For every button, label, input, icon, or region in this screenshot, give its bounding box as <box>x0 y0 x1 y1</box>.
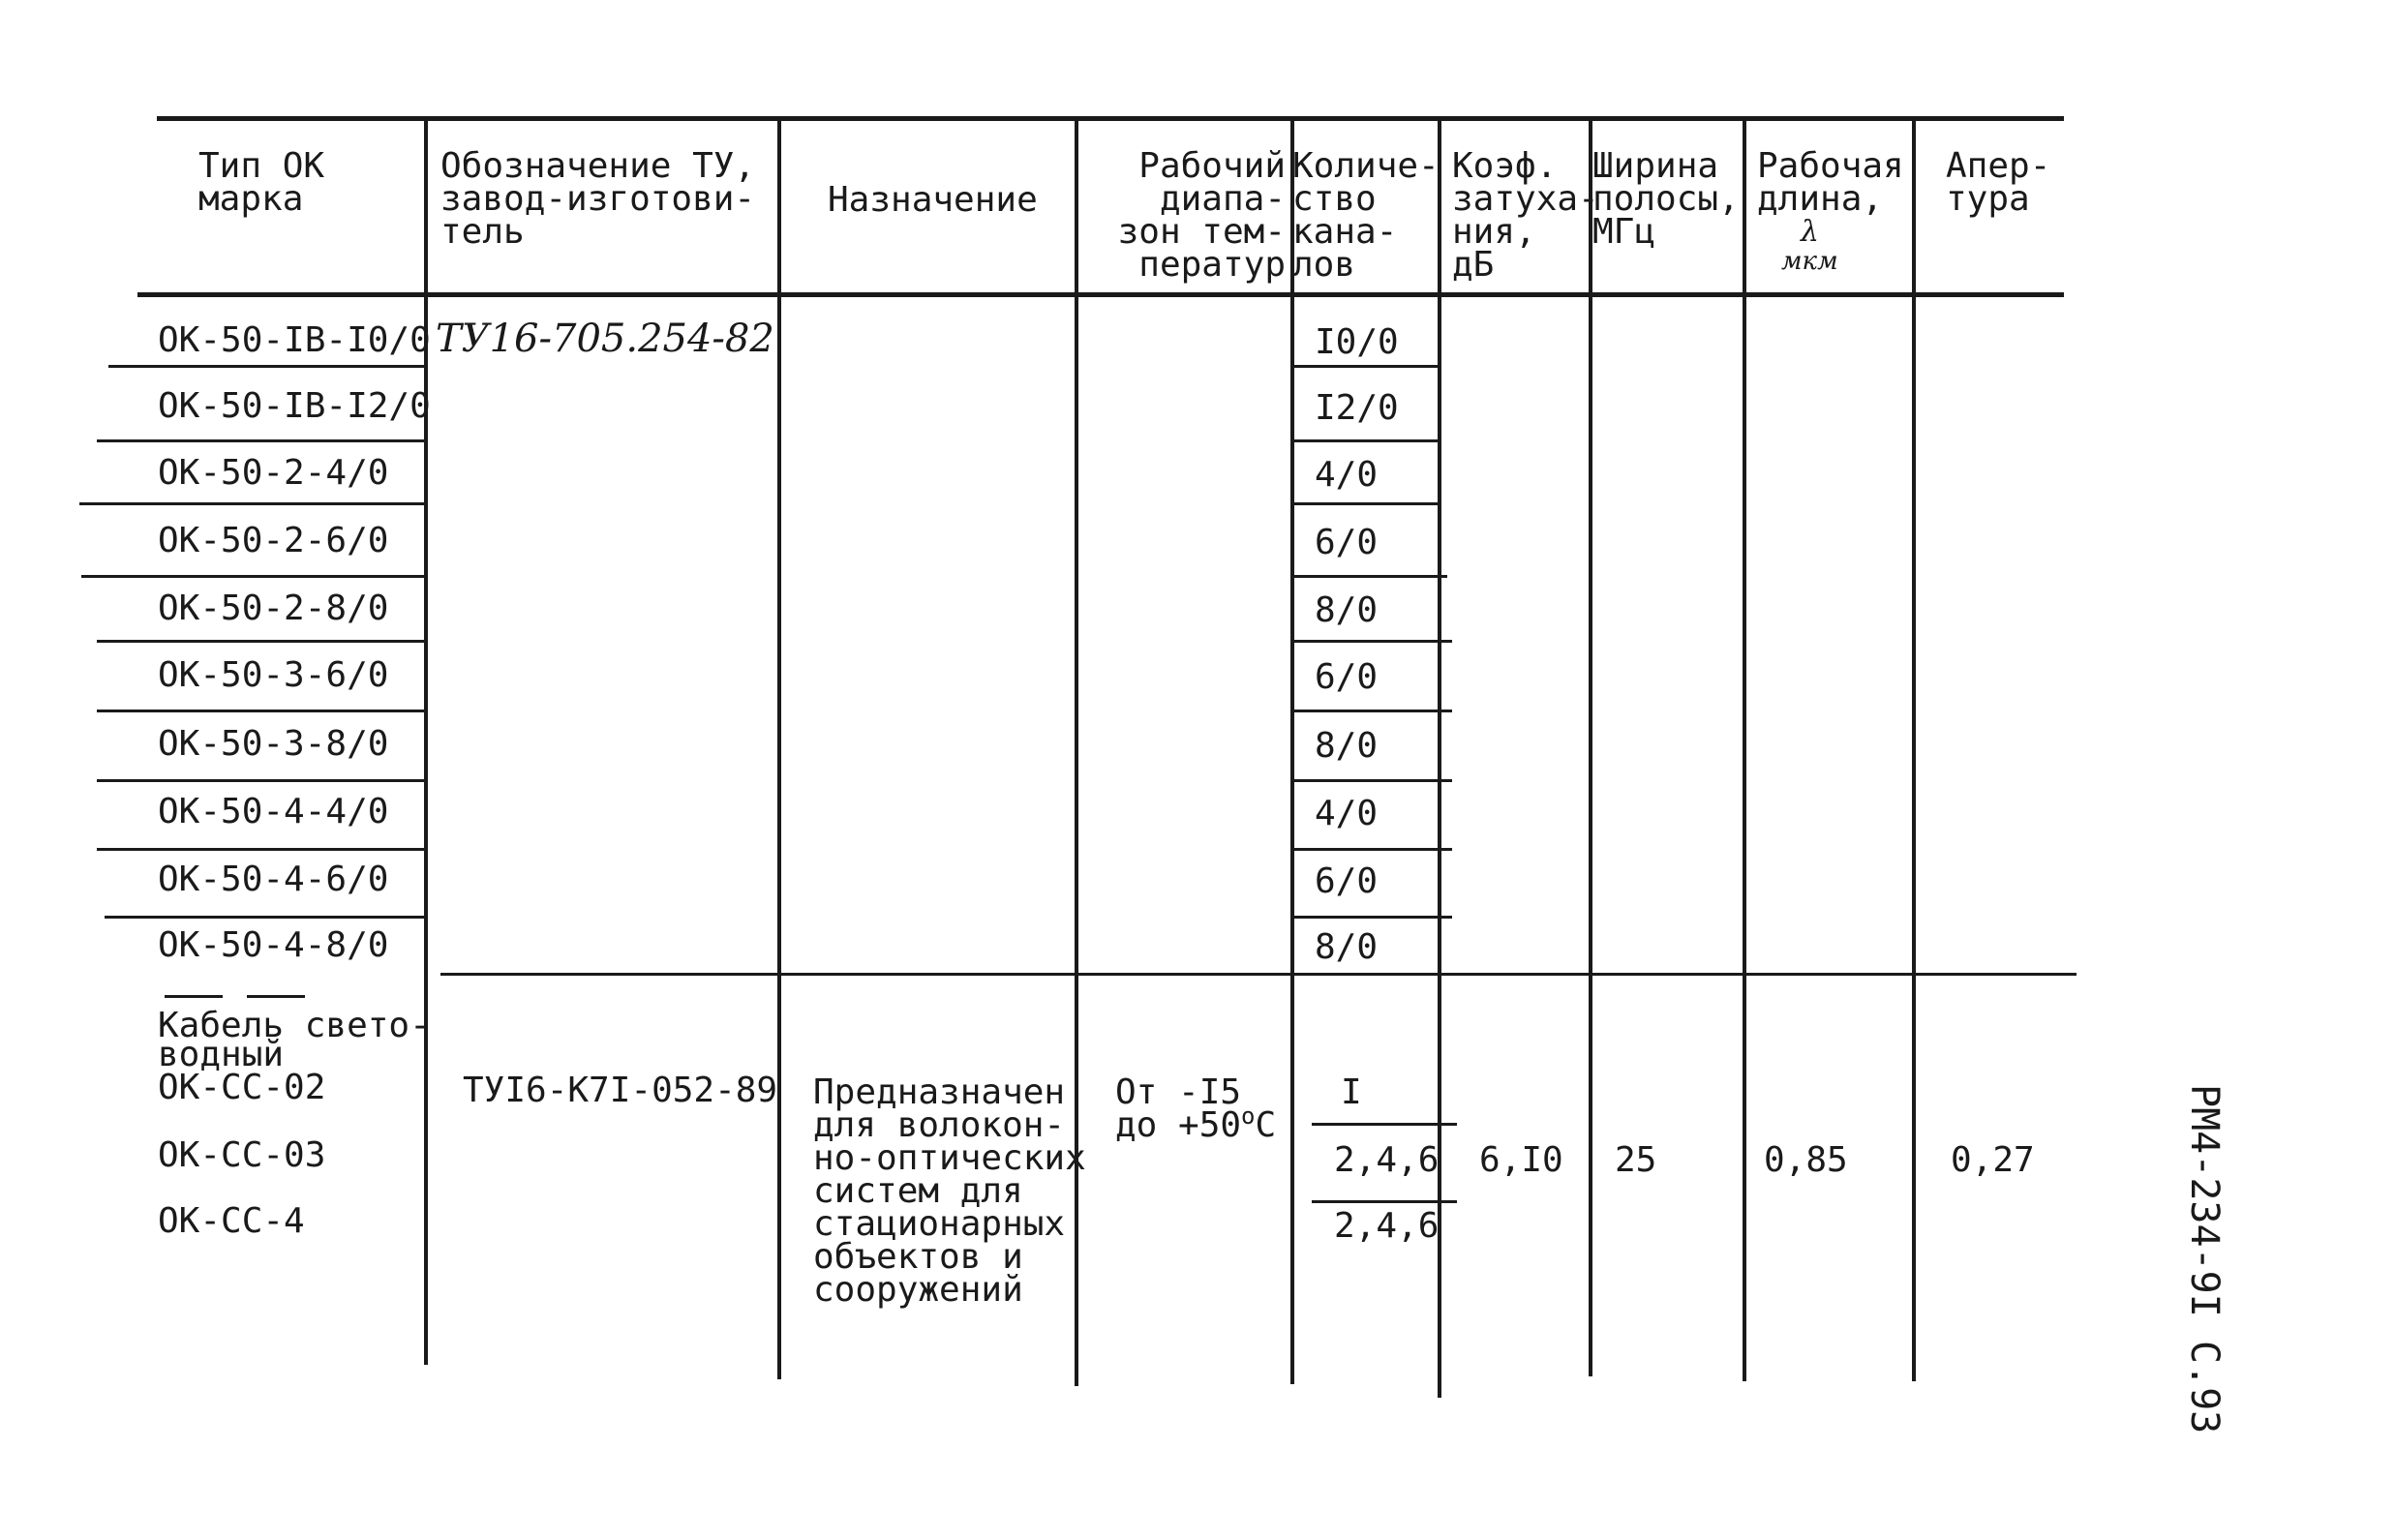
channel-count: 8/0 <box>1315 726 1379 766</box>
channels-row-rule <box>1312 1200 1457 1203</box>
channel-count: 8/0 <box>1315 927 1379 967</box>
cable-type: ОК-СС-03 <box>158 1135 326 1175</box>
cable-type: ОК-50-IВ-I2/0 <box>158 386 431 426</box>
attenuation-value: 6,I0 <box>1479 1140 1563 1180</box>
length-value: 0,85 <box>1764 1140 1848 1180</box>
header-length-label: Рабочая длина, <box>1757 146 1904 219</box>
type-row-rule <box>97 640 428 643</box>
channels-row-rule <box>1292 365 1438 368</box>
header-attenuation: Коэф. затуха- ния, дБ <box>1452 146 1599 285</box>
header-temperature: Рабочий диапа- зон тем- ператур <box>1117 146 1286 285</box>
channel-count: I2/0 <box>1315 388 1399 428</box>
cable-type: ОК-50-IВ-I0/0 <box>158 320 431 360</box>
channel-count: 4/0 <box>1315 455 1379 495</box>
type-row-rule <box>79 502 428 505</box>
header-aperture: Апер- тура <box>1946 146 2051 219</box>
bandwidth-value: 25 <box>1615 1140 1657 1180</box>
cable-type: ОК-50-3-8/0 <box>158 724 389 764</box>
type-row-rule <box>81 575 428 578</box>
group2-title-line1: Кабель свето- <box>158 1006 431 1045</box>
header-tu: Обозначение ТУ, завод-изготови- тель <box>440 146 756 252</box>
column-rule <box>777 118 781 1379</box>
header-channels: Количе- ство кана- лов <box>1292 146 1440 285</box>
group2-purpose: Предназначен для волокон- но-оптических систем для стационарных объектов и сооружений <box>813 1072 1086 1310</box>
channels-row-rule <box>1292 575 1447 578</box>
cable-type: ОК-50-4-6/0 <box>158 860 389 899</box>
cable-type: ОК-50-4-4/0 <box>158 792 389 831</box>
cable-type: ОК-СС-02 <box>158 1068 326 1107</box>
document-code: РМ4-234-9I С.93 <box>2182 1084 2227 1434</box>
channels-row-rule <box>1292 640 1452 643</box>
wavelength-symbol: λ <box>1801 215 1820 249</box>
group2-title-line2: водный <box>158 1035 285 1074</box>
channel-count: 6/0 <box>1315 861 1379 901</box>
channel-count: 2,4,6 <box>1334 1206 1440 1246</box>
channel-count: I0/0 <box>1315 322 1399 362</box>
column-rule <box>1589 118 1592 1376</box>
cable-type: ОК-50-2-4/0 <box>158 453 389 493</box>
aperture-value: 0,27 <box>1951 1140 2035 1180</box>
channel-count: 6/0 <box>1315 523 1379 562</box>
channels-row-rule <box>1292 502 1438 505</box>
channels-row-rule <box>1292 916 1452 919</box>
type-row-rule <box>165 995 223 998</box>
channels-row-rule <box>1292 439 1438 442</box>
column-rule <box>1912 118 1916 1381</box>
cable-type: ОК-50-2-8/0 <box>158 589 389 628</box>
group2-temp-line2 <box>1115 1102 1277 1145</box>
group2-temp-line1: От -I5 <box>1115 1072 1242 1112</box>
degree-mark: o <box>1241 1102 1256 1130</box>
channels-row-rule <box>1312 1123 1457 1126</box>
channel-count: 6/0 <box>1315 657 1379 697</box>
header-bandwidth: Ширина полосы, МГц <box>1592 146 1740 252</box>
channels-row-rule <box>1292 848 1452 851</box>
tu-handwritten: ТУ16-705.254-82 <box>436 317 774 361</box>
type-row-rule <box>97 779 428 782</box>
wavelength-unit: мкм <box>1781 247 1838 276</box>
header-type: Тип ОК марка <box>198 146 325 219</box>
channels-row-rule <box>1292 710 1452 712</box>
header-purpose: Назначение <box>828 180 1038 220</box>
type-row-rule <box>108 365 428 368</box>
cable-type: ОК-СС-4 <box>158 1201 305 1241</box>
column-rule <box>1743 118 1746 1381</box>
cable-type: ОК-50-2-6/0 <box>158 521 389 560</box>
column-rule <box>1290 118 1294 1384</box>
type-row-rule <box>97 848 428 851</box>
cable-type: ОК-50-4-8/0 <box>158 925 389 965</box>
header-length <box>1757 146 1904 276</box>
type-row-rule <box>247 995 305 998</box>
group-divider-rule <box>440 973 2077 976</box>
type-row-rule <box>97 439 428 442</box>
cable-type: ОК-50-3-6/0 <box>158 655 389 695</box>
column-rule <box>424 118 428 1365</box>
channel-count: I <box>1341 1072 1362 1112</box>
channel-count: 2,4,6 <box>1334 1140 1440 1180</box>
group2-tu: ТУI6-К7I-052-89 <box>463 1071 778 1110</box>
channel-count: 4/0 <box>1315 794 1379 833</box>
temp-upper-value: до +50 <box>1115 1105 1242 1145</box>
table-top-rule <box>157 116 2064 121</box>
channel-count: 8/0 <box>1315 590 1379 630</box>
channels-row-rule <box>1292 779 1452 782</box>
type-row-rule <box>97 710 428 712</box>
type-row-rule <box>105 916 428 919</box>
temp-unit: С <box>1255 1105 1277 1145</box>
